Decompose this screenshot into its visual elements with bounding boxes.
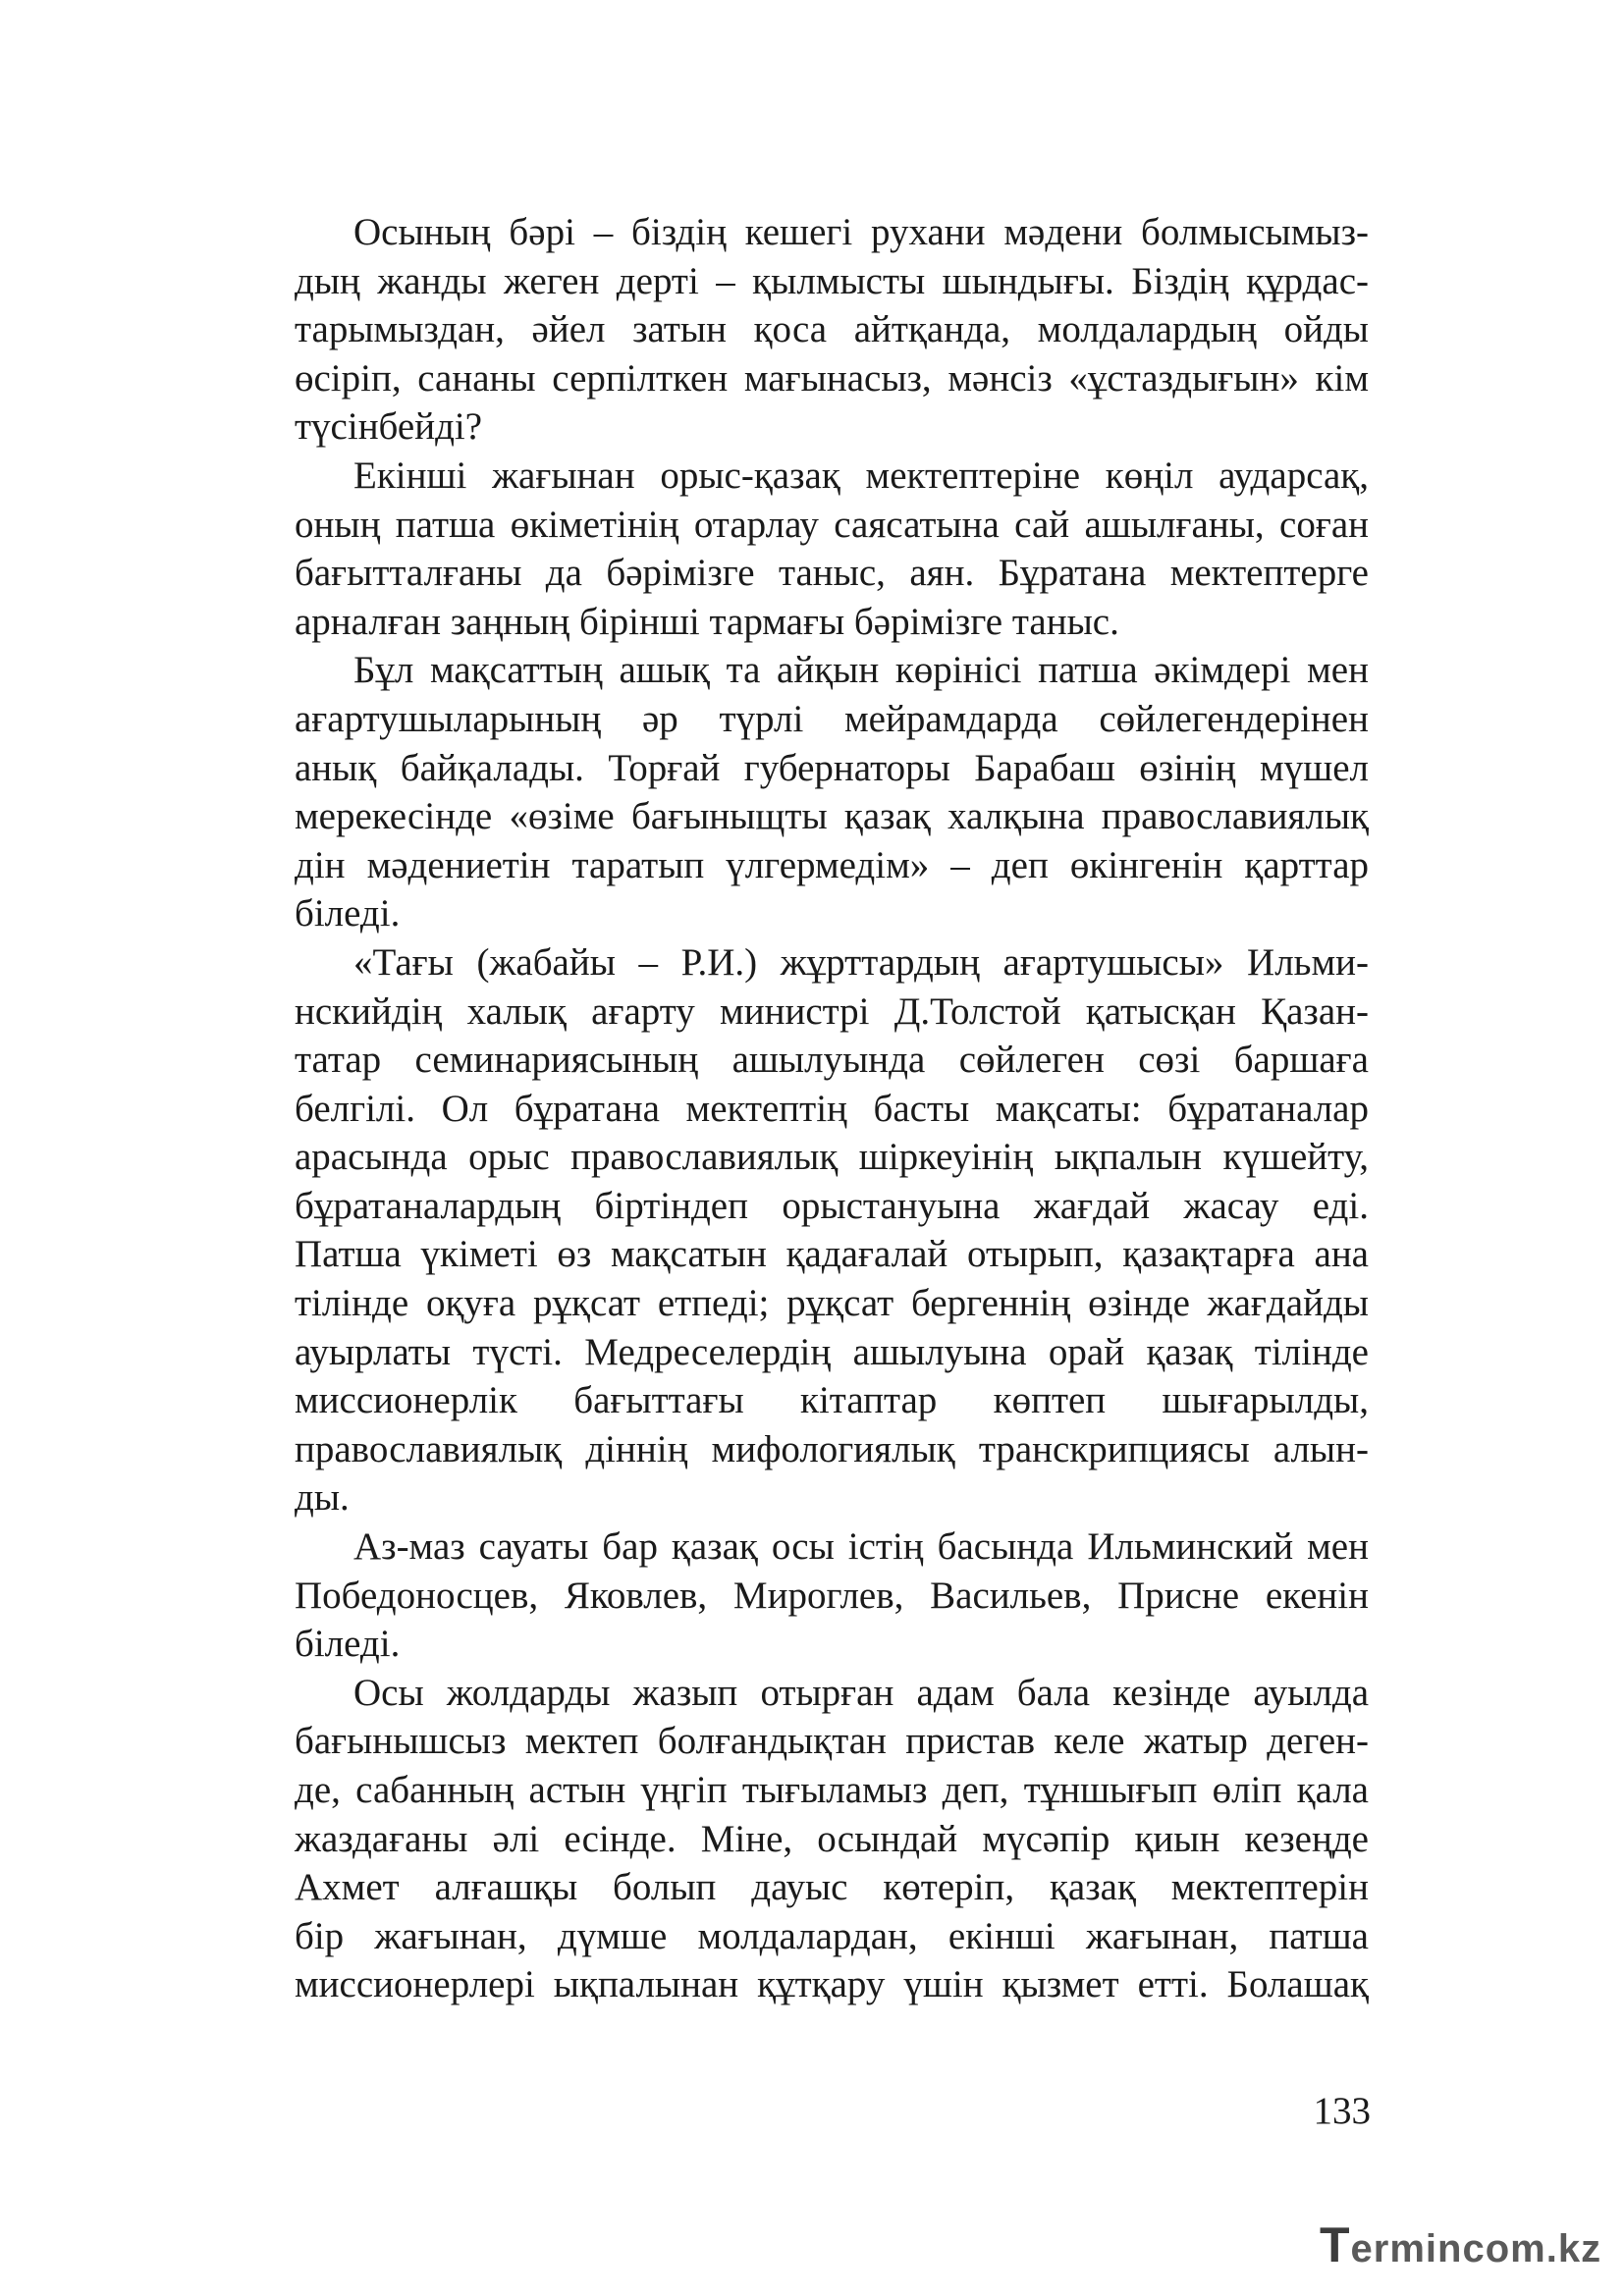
text-line: ды. — [295, 1476, 350, 1520]
body-text — [236, 208, 1369, 2009]
watermark-domain: m.kz — [1510, 2227, 1602, 2270]
text-line: ауырлаты түсті. Медреселердің ашылуына орай қазақ тілінде — [295, 1330, 1369, 1373]
paragraph — [236, 938, 1369, 1522]
text-line: оның патша өкіметінің отарлау саясатына сай ашылғаны, соған — [295, 503, 1369, 546]
text-line: біледі. — [295, 1623, 401, 1666]
text-line: миссионерлік бағыттағы кітаптар көптеп шығарылды, — [295, 1379, 1369, 1422]
text-line: «Тағы (жабайы – Р.И.) жұрттардың ағартушысы» Ильми- — [353, 940, 1369, 984]
text-line: бір жағынан, дүмше молдалардан, екінші жағынан, патша — [295, 1914, 1369, 1957]
text-line: Осы жолдарды жазып отырған адам бала кезінде ауылда — [353, 1671, 1369, 1714]
text-line: бағынышсыз мектеп болғандықтан пристав келе жатыр деген- — [295, 1720, 1369, 1763]
text-line: миссионерлері ықпалынан құтқару үшін қызмет етті. Болашақ — [295, 1963, 1369, 2006]
text-line: нскийдің халық ағарту министрі Д.Толстой қатысқан Қазан- — [295, 989, 1369, 1033]
text-line: бағытталғаны да бәрімізге таныс, аян. Бұратана мектептерге — [295, 552, 1369, 595]
paragraph — [236, 1522, 1369, 1669]
text-line: Ахмет алғашқы болып дауыс көтеріп, қазақ мектептерін — [295, 1866, 1369, 1909]
text-line: де, сабанның астын үңгіп тығыламыз деп, тұншығып өліп қала — [295, 1769, 1369, 1811]
text-line: ағартушыларының әр түрлі мейрамдарда сөйлегендерінен — [295, 697, 1369, 740]
watermark-letter-o: o — [1485, 2227, 1511, 2270]
text-line: анық байқалады. Торғай губернаторы Барабаш өзінің мүшел — [295, 746, 1369, 789]
text-line: өсіріп, сананы серпілткен мағынасыз, мәнсіз «ұстаздығын» кім — [295, 356, 1369, 400]
text-line: татар семинариясының ашылуында сөйлеген сөзі баршаға — [295, 1039, 1369, 1082]
text-line: біледі. — [295, 892, 401, 935]
page-number: 133 — [1313, 2090, 1371, 2132]
paragraph — [236, 452, 1369, 646]
text-line: белгілі. Ол бұратана мектептің басты мақсаты: бұратаналар — [295, 1087, 1369, 1130]
paragraph — [236, 646, 1369, 938]
text-line: тілінде оқуға рұқсат етпеді; рұқсат бергеннің өзінде жағдайды — [295, 1282, 1369, 1325]
text-line: мерекесінде «өзіме бағыныщты қазақ халқына православиялық — [295, 795, 1369, 838]
text-line: Бұл мақсаттың ашық та айқын көрінісі патша әкімдері мен — [353, 649, 1369, 692]
text-line: бұратаналардың біртіндеп орыстануына жағдай жасау еді. — [295, 1184, 1369, 1227]
text-line: Екінші жағынан орыс-қазақ мектептеріне көңіл аударсақ, — [353, 454, 1369, 497]
text-line: арасында орыс православиялық шіркеуінің ықпалын күшейту, — [295, 1136, 1369, 1179]
text-line: Патша үкіметі өз мақсатын қадағалай отырып, қазақтарға ана — [295, 1233, 1369, 1276]
paragraph — [236, 1669, 1369, 2009]
text-line: тарымыздан, әйел затын қоса айтқанда, молдалардың ойды — [295, 308, 1369, 351]
text-line: жаздағаны әлі есінде. Міне, осындай мүсәпір қиын кезеңде — [295, 1817, 1369, 1860]
text-line: дың жанды жеген дерті – қылмысты шындығы. Біздің құрдас- — [295, 259, 1369, 302]
text-line: түсінбейді? — [295, 405, 483, 449]
watermark-letter-t: T — [1320, 2217, 1351, 2272]
paragraph — [236, 208, 1369, 452]
watermark-logo — [1320, 2216, 1614, 2275]
text-line: Осының бәрі – біздің кешегі рухани мәдени болмысымыз- — [353, 211, 1369, 253]
text-line: дін мәдениетін таратып үлгермедім» – деп өкінгенін қарттар — [295, 843, 1369, 886]
text-line: Аз-маз сауаты бар қазақ осы істің басында Ильминский мен — [353, 1525, 1369, 1569]
text-line: православиялық діннің мифологиялық транскрипциясы алын- — [295, 1427, 1369, 1470]
text-line: арналған заңның бірінші тармағы бәрімізге таныс. — [295, 600, 1119, 643]
watermark-text: erminc — [1350, 2227, 1486, 2270]
text-line: Победоносцев, Яковлев, Мироглев, Васильев, Присне екенін — [295, 1574, 1369, 1617]
